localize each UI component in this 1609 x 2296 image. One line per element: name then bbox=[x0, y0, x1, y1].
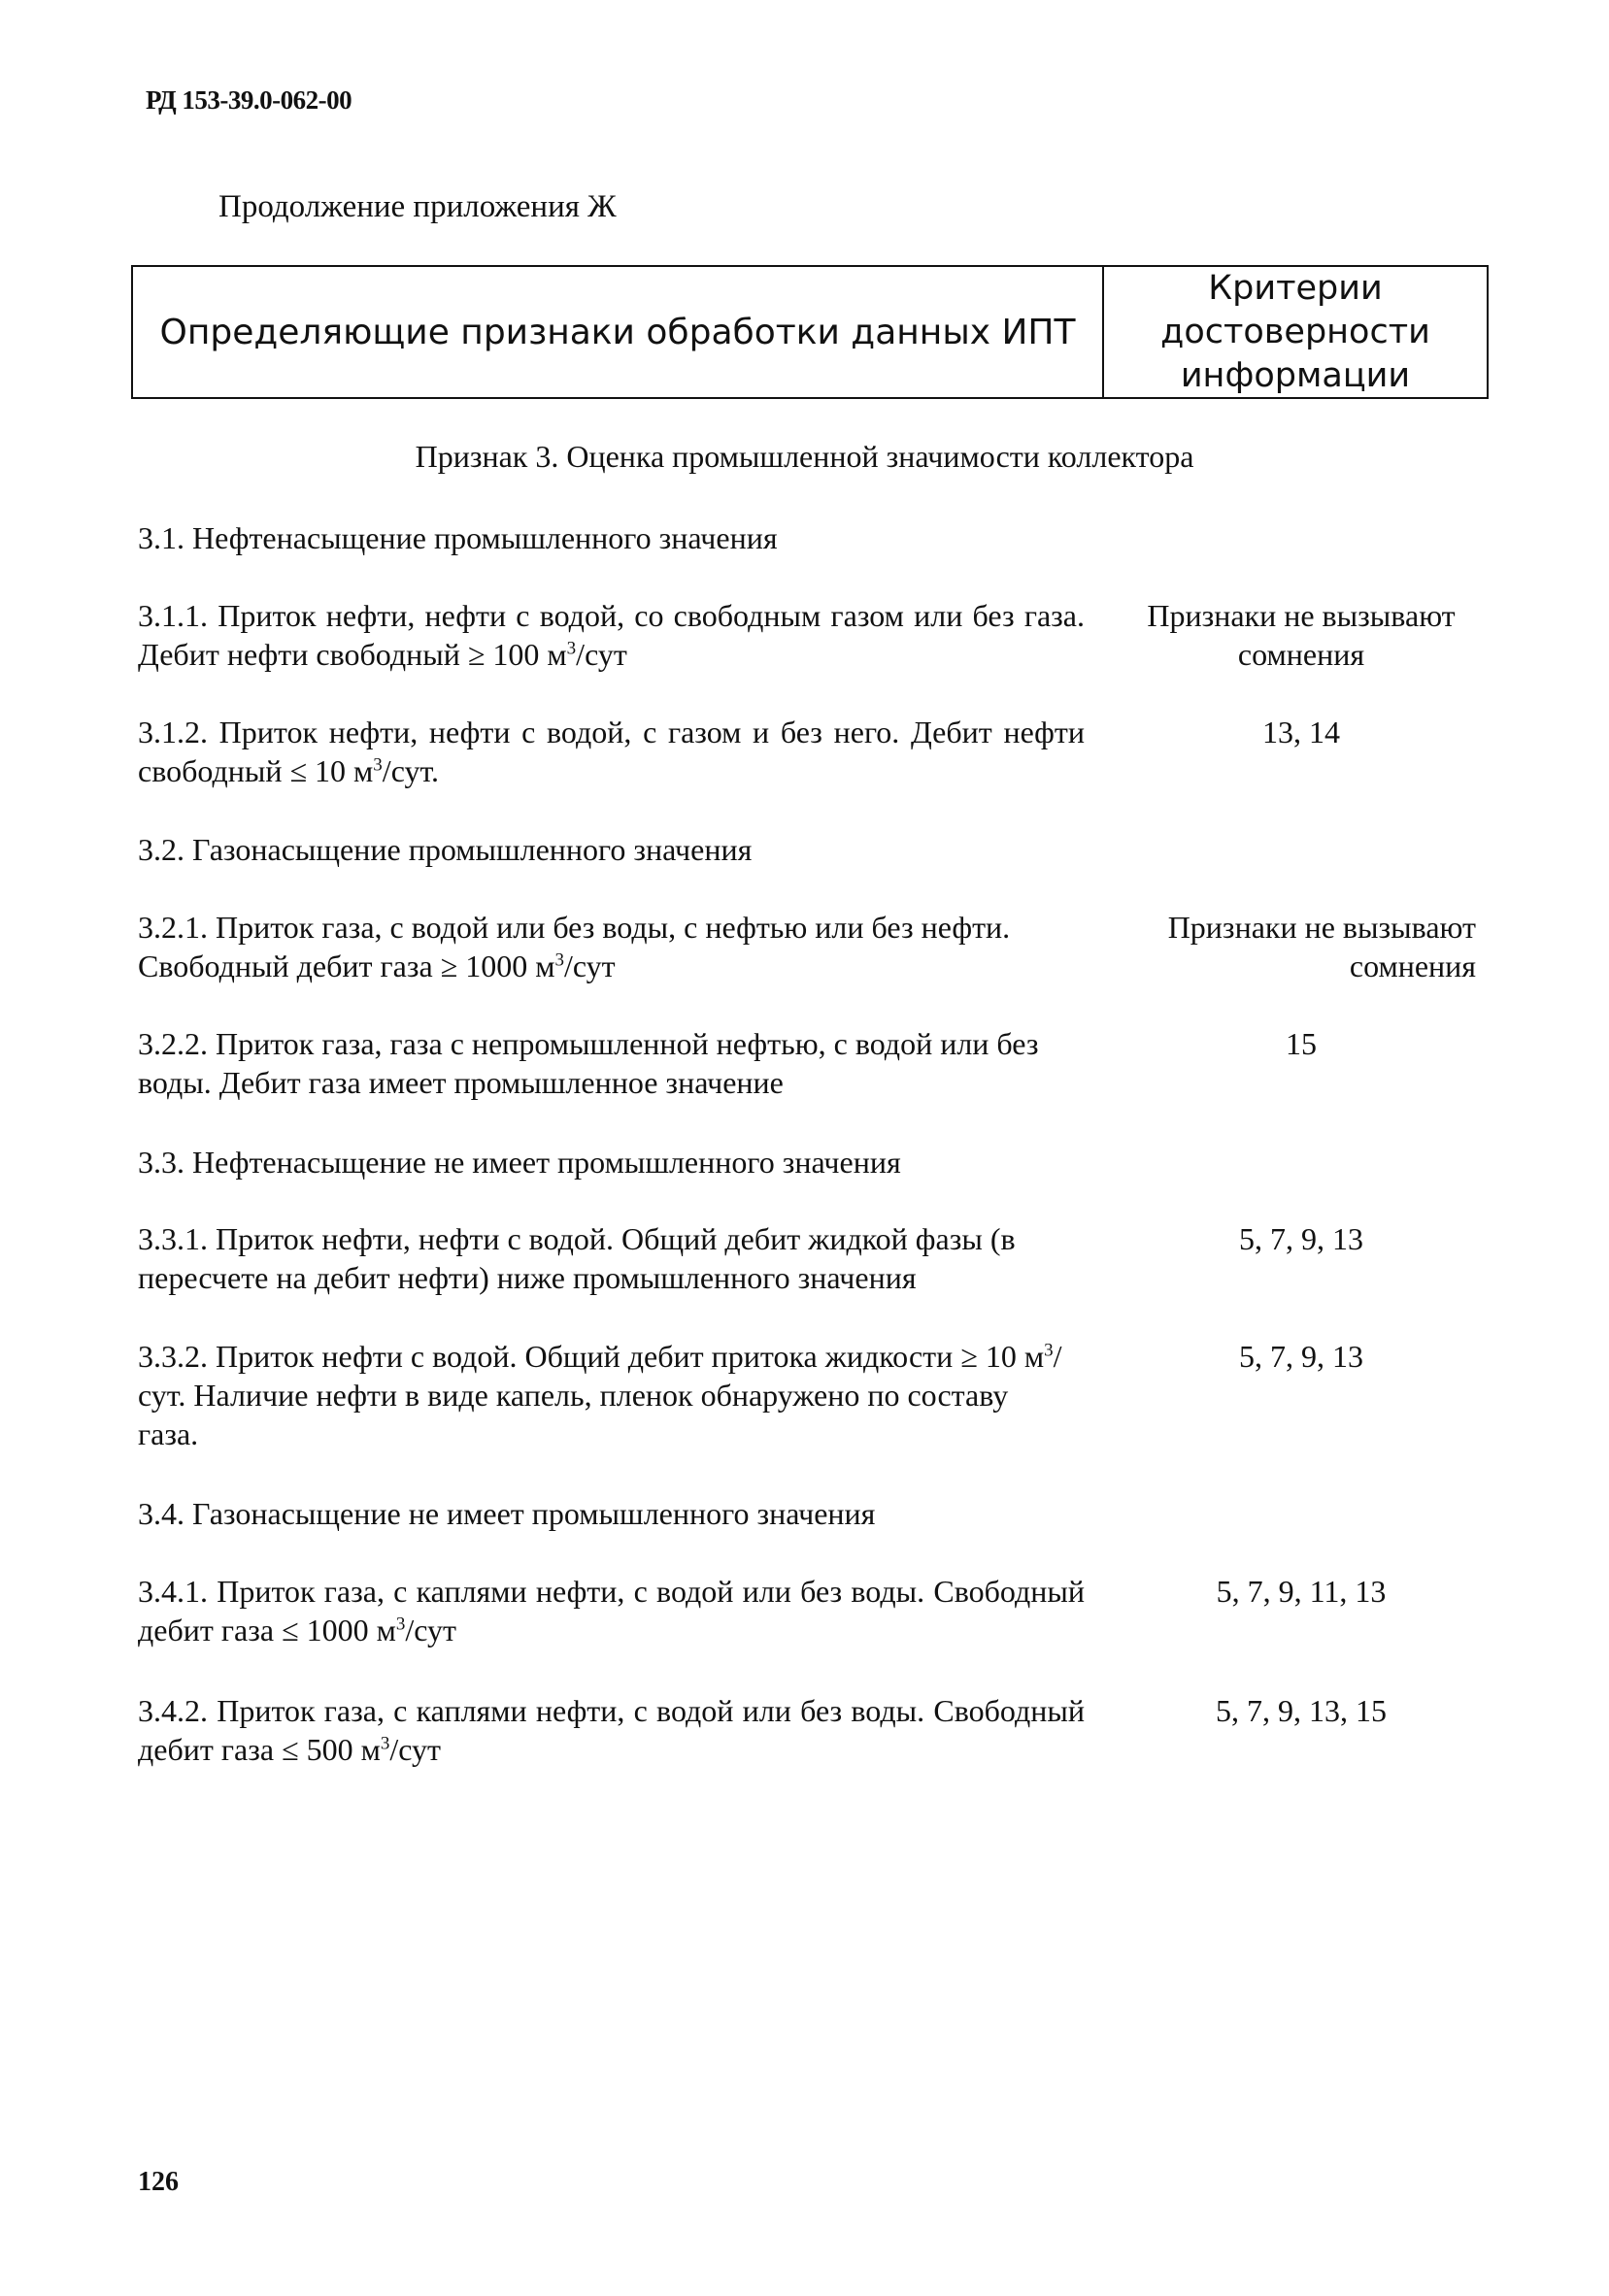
page-number: 126 bbox=[138, 2167, 179, 2197]
criterion-line: 15 bbox=[1286, 1026, 1317, 1061]
item-text-tail: /сут bbox=[563, 948, 616, 983]
item-text-tail: /сут. bbox=[382, 753, 440, 788]
item-text: 3.1.2. Приток нефти, нефти с водой, с газом и без него. Дебит нефти свободный ≤ 10 м bbox=[138, 715, 1085, 788]
criterion-reference bbox=[1107, 1572, 1495, 1611]
criterion-line: сомнения bbox=[1237, 637, 1365, 672]
criterion-reference bbox=[1107, 1691, 1495, 1730]
criterion-item-text bbox=[138, 1337, 1070, 1453]
header-criteria-line: информации bbox=[1180, 355, 1411, 395]
item-text: 3.4.1. Приток газа, с каплями нефти, с водой или без воды. Свободный дебит газа ≤ 1000 м bbox=[138, 1574, 1085, 1647]
item-text: 3.1.1. Приток нефти, нефти с водой, со свободным газом или без газа. Дебит нефти свободный ≥ 100 м bbox=[138, 598, 1085, 672]
criterion-reference bbox=[1107, 713, 1495, 751]
item-text: 3.2.2. Приток газа, газа с непромышленной нефтью, с водой или без воды. Дебит газа имеет промышленное значение bbox=[138, 1026, 1039, 1100]
criterion-item-text bbox=[138, 1691, 1085, 1769]
criterion-reference bbox=[1107, 596, 1495, 674]
item-text: 3.3.2. Приток нефти с водой. Общий дебит притока жидкости ≥ 10 м bbox=[138, 1339, 1045, 1374]
criterion-reference bbox=[1107, 1219, 1495, 1258]
item-text: 3.2.1. Приток газа, с водой или без воды, с нефтью или без нефти. Свободный дебит газа ≥ 1000 м bbox=[138, 910, 1011, 983]
criterion-reference bbox=[1126, 908, 1476, 985]
criterion-line: Признаки не вызывают bbox=[1147, 598, 1456, 633]
criterion-item-text bbox=[138, 713, 1085, 790]
superscript: 3 bbox=[380, 1733, 390, 1754]
criterion-item-text bbox=[138, 1219, 1070, 1297]
criterion-line: Признаки не вызывают bbox=[1167, 910, 1476, 945]
subsection-heading: 3.2. Газонасыщение промышленного значения bbox=[138, 832, 753, 867]
criterion-reference bbox=[1107, 1024, 1495, 1063]
superscript: 3 bbox=[373, 754, 383, 776]
item-text-tail: /сут bbox=[576, 637, 627, 672]
subsection-heading: 3.3. Нефтенасыщение не имеет промышленного значения bbox=[138, 1145, 901, 1180]
section-title: Признак 3. Оценка промышленной значимости коллектора bbox=[415, 439, 1194, 474]
continuation-heading: Продолжение приложения Ж bbox=[218, 189, 617, 224]
criterion-reference bbox=[1107, 1337, 1495, 1376]
superscript: 3 bbox=[395, 1614, 406, 1635]
item-text-tail: /сут bbox=[405, 1613, 457, 1647]
criterion-item-text bbox=[138, 1024, 1085, 1102]
criterion-line: сомнения bbox=[1349, 948, 1476, 983]
criterion-item-text bbox=[138, 596, 1085, 674]
criterion-line: 13, 14 bbox=[1262, 715, 1340, 749]
criterion-line: 5, 7, 9, 13, 15 bbox=[1216, 1693, 1387, 1728]
criterion-item-text bbox=[138, 1572, 1085, 1649]
item-text: 3.3.1. Приток нефти, нефти с водой. Общий дебит жидкой фазы (в пересчете на дебит нефти) ниже промышленного значения bbox=[138, 1221, 1016, 1295]
header-cell-criteria bbox=[1104, 267, 1487, 397]
header-criteria-line: достоверности bbox=[1160, 312, 1430, 351]
criterion-line: 5, 7, 9, 11, 13 bbox=[1216, 1574, 1387, 1609]
superscript: 3 bbox=[566, 638, 577, 659]
criterion-item-text bbox=[138, 908, 1094, 985]
item-text: 3.4.2. Приток газа, с каплями нефти, с водой или без воды. Свободный дебит газа ≤ 500 м bbox=[138, 1693, 1085, 1767]
table-header bbox=[131, 265, 1489, 399]
header-criteria-line: Критерии bbox=[1208, 268, 1383, 308]
criterion-line: 5, 7, 9, 13 bbox=[1239, 1221, 1363, 1256]
item-text-tail: /сут. Наличие нефти в виде капель, пленок обнаружено по составу газа. bbox=[138, 1339, 1062, 1451]
subsection-heading: 3.4. Газонасыщение не имеет промышленного значения bbox=[138, 1496, 876, 1531]
subsection-heading: 3.1. Нефтенасыщение промышленного значения bbox=[138, 520, 778, 555]
criterion-line: 5, 7, 9, 13 bbox=[1239, 1339, 1363, 1374]
header-cell-features: Определяющие признаки обработки данных ИПТ bbox=[133, 267, 1104, 397]
superscript: 3 bbox=[554, 949, 564, 971]
document-code: РД 153-39.0-062-00 bbox=[146, 85, 352, 115]
item-text-tail: /сут bbox=[389, 1732, 442, 1767]
superscript: 3 bbox=[1044, 1340, 1054, 1361]
